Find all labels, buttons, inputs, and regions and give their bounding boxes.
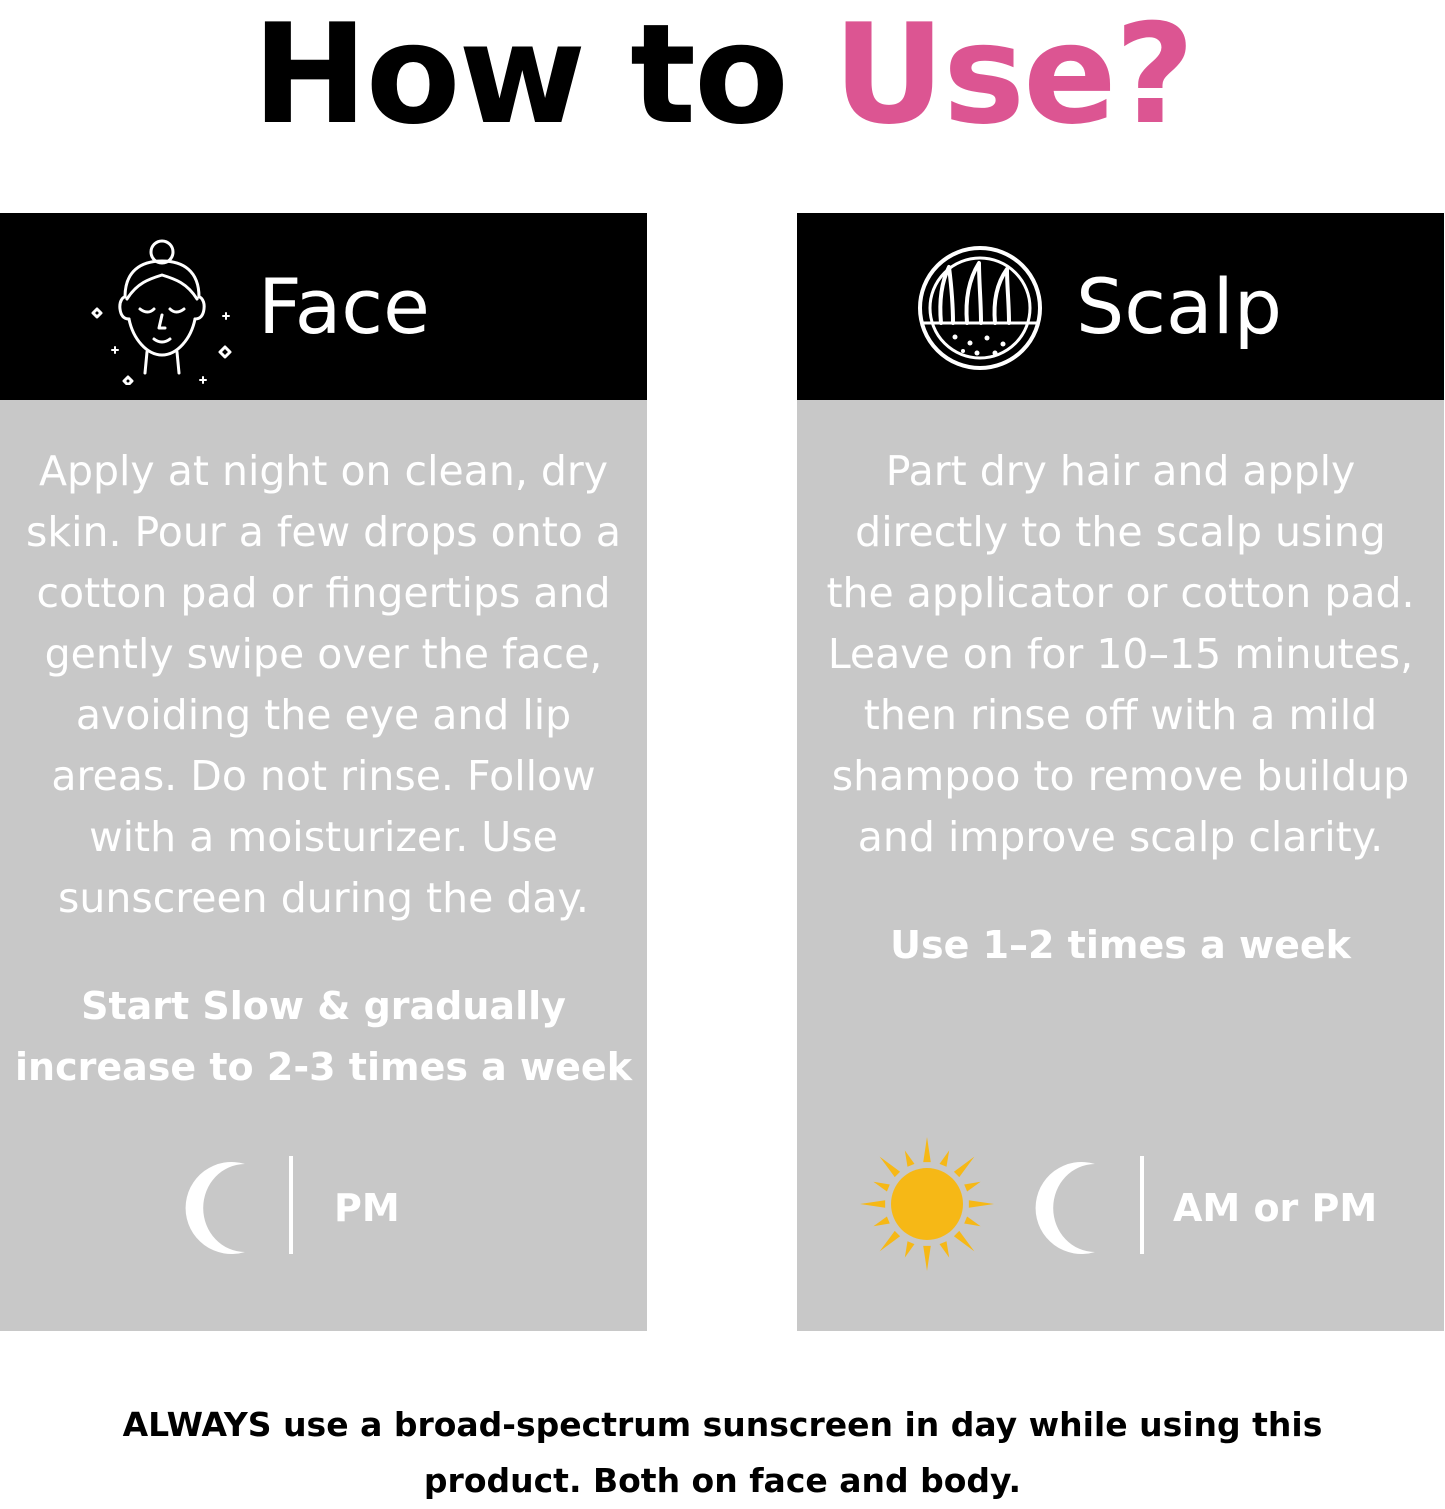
- warning-line: product. Both on face and body.: [423, 1461, 1022, 1500]
- face-instruction-line: Apply at night on clean, dry: [38, 447, 609, 495]
- scalp-note-line: Use 1–2 times a week: [890, 923, 1351, 967]
- face-frequency-note: [0, 976, 647, 1098]
- face-time-of-use: [0, 1148, 647, 1258]
- face-card-header: [0, 213, 647, 400]
- face-instruction-line: gently swipe over the face,: [44, 630, 603, 678]
- title-accent: Use?: [832, 0, 1193, 155]
- time-divider: [1140, 1156, 1144, 1254]
- sun-icon: [859, 1136, 995, 1272]
- scalp-instruction-line: and improve scalp clarity.: [857, 813, 1384, 861]
- hair-follicle-icon: [915, 243, 1045, 373]
- scalp-instruction-line: the applicator or cotton pad.: [826, 569, 1415, 617]
- face-card: [0, 213, 647, 1331]
- face-note-line: increase to 2-3 times a week: [15, 1045, 632, 1089]
- scalp-time-label: AM or PM: [1173, 1186, 1378, 1230]
- sunscreen-warning: [0, 1397, 1445, 1509]
- scalp-instruction-line: directly to the scalp using: [855, 508, 1386, 556]
- face-time-label: PM: [334, 1186, 400, 1230]
- scalp-card-header: [797, 213, 1444, 400]
- scalp-heading: Scalp: [1076, 262, 1282, 351]
- face-instruction-line: areas. Do not rinse. Follow: [51, 752, 596, 800]
- face-instructions: [0, 441, 647, 929]
- scalp-instructions: [797, 441, 1444, 868]
- scalp-instruction-line: Part dry hair and apply: [885, 447, 1356, 495]
- face-instruction-line: cotton pad or fingertips and: [36, 569, 611, 617]
- face-instruction-line: skin. Pour a few drops onto a: [25, 508, 622, 556]
- face-instruction-line: sunscreen during the day.: [58, 874, 589, 922]
- scalp-instruction-line: then rinse off with a mild: [863, 691, 1378, 739]
- moon-icon: [1017, 1158, 1117, 1258]
- face-heading: Face: [258, 262, 430, 351]
- warning-line: ALWAYS use a broad-spectrum sunscreen in day while using this: [122, 1405, 1323, 1444]
- title-prefix: How to: [252, 0, 833, 155]
- face-instruction-line: avoiding the eye and lip: [75, 691, 572, 739]
- moon-icon: [167, 1158, 267, 1258]
- scalp-card: [797, 213, 1444, 1331]
- face-note-line: Start Slow & gradually: [81, 984, 566, 1028]
- scalp-instruction-line: shampoo to remove buildup: [831, 752, 1410, 800]
- time-divider: [289, 1156, 293, 1254]
- face-icon: [85, 235, 235, 385]
- scalp-time-of-use: [797, 1148, 1444, 1258]
- face-instruction-line: with a moisturizer. Use: [89, 813, 558, 861]
- scalp-instruction-line: Leave on for 10–15 minutes,: [827, 630, 1414, 678]
- page-title: [0, 0, 1445, 155]
- scalp-frequency-note: [797, 915, 1444, 976]
